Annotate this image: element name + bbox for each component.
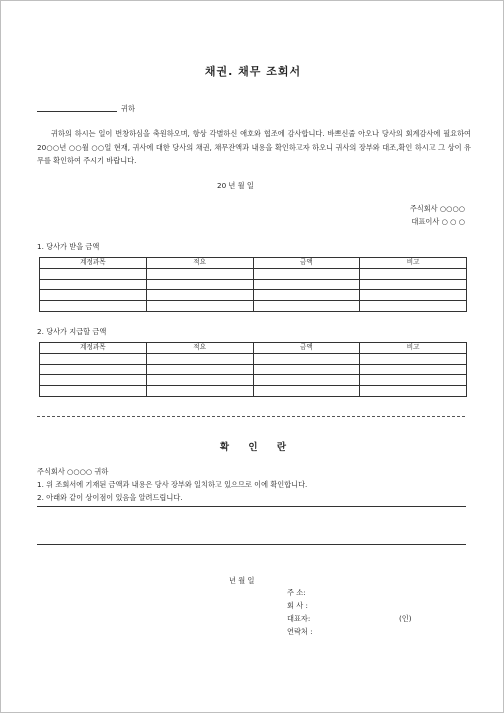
recipient-suffix: 귀하 (121, 104, 135, 113)
header-amount: 금액 (253, 343, 360, 354)
request-paragraph: 귀하의 하시는 일이 번창하심을 축원하오며, 항상 각별하신 애호와 협조에 감사합니다. 바쁘신줄 아오나 당사의 회계감사에 필요하여 20○○년 ○○월 ○○일 현재, 귀사에 대한 당사의 채권, 채무잔액과 내용을 확인하고자 하오니 귀사의 장부와 대조,확인 하시고 그 상이 유무를 확인하여 주시기 바랍니다. (37, 129, 471, 165)
recipient-blank-line (37, 111, 117, 112)
company-label: 회 사 : (287, 601, 308, 610)
table-header-row (40, 258, 467, 269)
header-account: 계정과목 (40, 343, 147, 354)
contact-label: 연락처 : (287, 627, 313, 636)
sender-ceo: 대표이사 ○ ○ ○ (411, 217, 465, 226)
header-account: 계정과목 (40, 258, 147, 269)
sender-company: 주식회사 ○○○○ (409, 204, 465, 213)
cut-line (37, 416, 465, 417)
representative-label: 대표자: (287, 614, 311, 623)
table-row (40, 353, 467, 364)
remarks-line-1 (37, 506, 466, 507)
remarks-line-2 (37, 544, 466, 545)
seal-mark: (인) (399, 614, 412, 623)
section2-title: 2. 당사가 지급할 금액 (37, 327, 107, 336)
issue-date-line: 20 년 월 일 (217, 181, 254, 190)
header-remarks: 비고 (360, 258, 467, 269)
table-row (40, 279, 467, 290)
table-row (40, 290, 467, 301)
header-summary: 적요 (146, 343, 253, 354)
table-row (40, 301, 467, 312)
confirm-section-title: 확 인 란 (219, 442, 287, 453)
header-remarks: 비고 (360, 343, 467, 354)
table-row (40, 386, 467, 397)
section1-title: 1. 당사가 받을 금액 (37, 242, 100, 251)
header-amount: 금액 (253, 258, 360, 269)
address-label: 주 소: (287, 588, 306, 597)
receivables-table (39, 257, 467, 312)
document-title: 채권. 채무 조회서 (204, 65, 302, 78)
reply-date-line: 년 월 일 (229, 576, 255, 585)
table-row (40, 268, 467, 279)
table-header-row (40, 343, 467, 354)
confirm-item-1: 1. 위 조회서에 기재된 금액과 내용은 당사 장부와 일치하고 있으므로 이에 확인합니다. (37, 480, 308, 489)
confirm-recipient: 주식회사 ○○○○ 귀하 (37, 467, 109, 476)
confirm-item-2: 2. 아래와 같이 상이점이 있음을 알려드립니다. (37, 493, 183, 502)
table-row (40, 375, 467, 386)
table-row (40, 364, 467, 375)
header-summary: 적요 (146, 258, 253, 269)
payables-table (39, 342, 467, 397)
